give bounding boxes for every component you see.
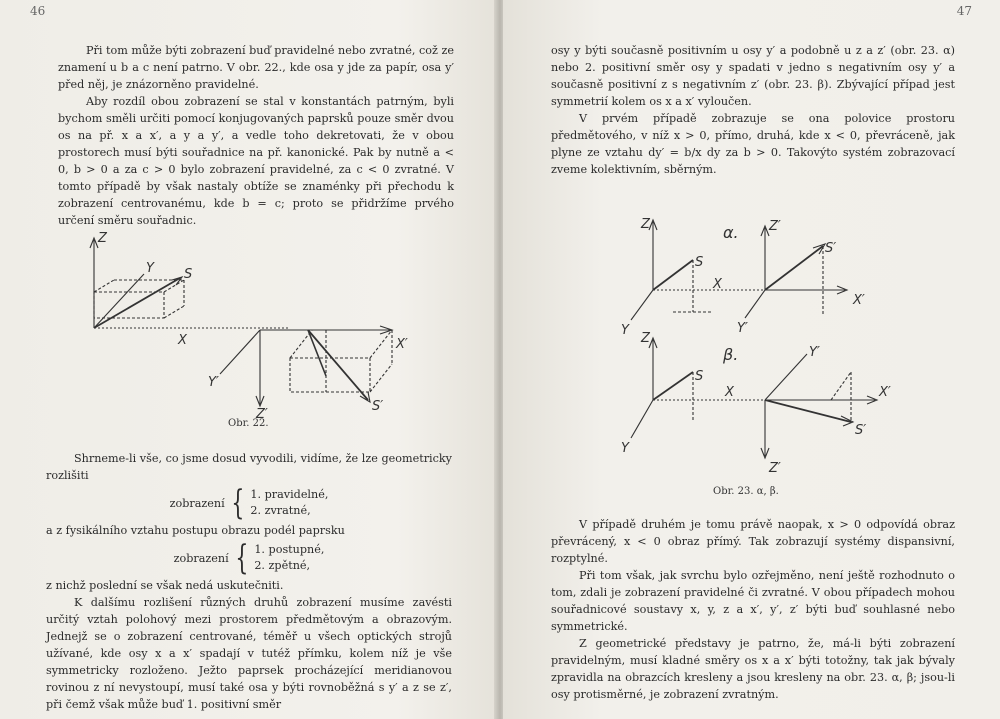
list-2-item-1: 1. postupné,	[254, 543, 325, 556]
fig22-sp-segment	[308, 330, 326, 376]
fig23b-label-s: S	[695, 369, 704, 384]
list-1	[46, 483, 452, 523]
right-paragraph-3: V případě druhém je tomu právě naopak, x > 0 odpovídá obraz převrácený, x < 0 obraz přímý. Tak zobrazují systémy dispansivní, rozptylné.	[551, 518, 955, 565]
fig22-label-zp: Z′	[256, 407, 268, 422]
fig23a-label-zp: Z′	[769, 219, 781, 234]
right-text-bottom	[551, 516, 955, 703]
fig22-label-s: S	[184, 267, 193, 282]
page-number-right: 47	[956, 4, 972, 18]
fig23a-label-s: S	[695, 255, 704, 270]
fig23a-yp-axis	[745, 290, 765, 318]
fig23b-label-sp: S′	[855, 423, 867, 438]
fig23a-label-z: Z	[641, 217, 650, 232]
list-2-label: zobrazení	[173, 551, 229, 565]
right-page	[503, 0, 1000, 719]
fig22-label-x: X	[178, 333, 187, 348]
fig23b-label-xp: X′	[879, 385, 891, 400]
fig22-label-sp: S′	[372, 399, 384, 414]
fig22-y-axis	[94, 274, 144, 328]
fig23b-s-vector	[653, 372, 693, 400]
fig23b-sp-vector	[765, 400, 851, 422]
fig22-box-right	[290, 330, 392, 392]
fig22-sp-vector	[308, 330, 368, 400]
fig23a-label-y: Y	[621, 323, 629, 338]
fig23a-sp-vector	[765, 246, 823, 290]
left-paragraph-4: a z fysikálního vztahu postupu obrazu podél paprsku	[46, 524, 345, 537]
right-paragraph-2: V prvém případě zobrazuje se ona polovice prostoru předmětového, v níž x > 0, přímo, druhá, kde x < 0, převráceně, jak plyne ze vztahu dy′ = b/x dy za b > 0. Takovýto systém zobrazovací zveme kolektivním, sběrným.	[551, 112, 955, 176]
left-paragraph-5: z nichž poslední se však nedá uskutečniti.	[46, 579, 284, 592]
fig23b-label-z: Z	[641, 331, 650, 346]
fig23-label-alpha: α.	[723, 223, 739, 242]
fig23b-y-axis	[631, 400, 653, 438]
fig23a-label-sp: S′	[825, 241, 837, 256]
fig23a-label-xp: X′	[853, 293, 865, 308]
left-paragraph-6: K dalšímu rozlišení různých druhů zobrazení musíme zavésti určitý vztah polohový mezi prostorem předmětovým a obrazovým. Jednejž se o zobrazení centrované, téměř u všech optických strojů užívané, kde osy x a x′ spadají v tutéž přímku, kolem níž je vše symmetricky rozloženo. Ježto paprsek procházející meridianovou rovinou z ní nevystoupí, musí také osa y býti rovnoběžná s y′ a z se z′, při čemž však může buď 1. positivní směr	[46, 596, 452, 711]
figure-23-caption: Obr. 23. α, β.	[713, 486, 779, 497]
left-text-bottom	[46, 450, 452, 713]
list-2	[46, 538, 452, 578]
list-2-item-2: 2. zpětné,	[254, 559, 311, 572]
figure-23	[613, 208, 913, 480]
list-1-brace: {	[231, 483, 245, 523]
right-text-top	[551, 42, 955, 178]
fig23b-label-yp: Y′	[809, 345, 820, 360]
fig23b-label-zp: Z′	[769, 461, 781, 476]
fig22-label-y: Y	[146, 261, 154, 276]
left-paragraph-2: Aby rozdíl obou zobrazení se stal v konstantách patrným, byli bychom směli určiti pomocí konjugovaných paprsků pouze směr dvou os na př. x a x′, a y a y′, a vedle toho dekretovati, že v obou prostorech musí býti souřadnice na př. kanonické. Pak by nutně a < 0, b > 0 a za c > 0 bylo zobrazení pravidelné, za c < 0 zvratné. V tomto případě by však nastaly obtíže se znaménky při přechodu k zobrazení centrovanému, kde b = c; proto se přidržíme prvého určení směru souřadnic.	[58, 95, 454, 227]
left-paragraph-1: Při tom může býti zobrazení buď pravidelné nebo zvratné, což ze znamení u b a c není patrno. V obr. 22., kde osa y jde za papír, osa y′ před něj, je znázorněno pravidelné.	[58, 44, 454, 91]
fig23a-label-yp: Y′	[737, 321, 748, 336]
list-1-item-1: 1. pravidelné,	[250, 488, 329, 501]
fig23a-y-axis	[631, 290, 653, 320]
page-number-left: 46	[30, 4, 46, 18]
list-1-label: zobrazení	[169, 496, 225, 510]
fig23b-label-y: Y	[621, 441, 629, 456]
fig23a-s-vector	[653, 260, 693, 290]
fig23b-label-x: X	[725, 385, 734, 400]
left-page	[0, 0, 497, 719]
right-paragraph-1: osy y býti současně positivním u osy y′ a podobně u z a z′ (obr. 23. α) nebo 2. positivní směr osy y spadati v jedno s negativním osy y′ a současně positivní z s negativním z′ (obr. 23. β). Zbývající případ jest symmetrií kolem os x a x′ vyloučen.	[551, 44, 955, 108]
fig22-s-vector	[94, 278, 180, 328]
figure-22-caption: Obr. 22.	[228, 418, 269, 429]
left-paragraph-3: Shrneme-li vše, co jsme dosud vyvodili, vidíme, že lze geometricky rozlišiti	[46, 452, 452, 482]
right-paragraph-4: Při tom však, jak svrchu bylo ozřejměno, není ještě rozhodnuto o tom, zdali je zobrazení pravidelné či zvratné. V obou případech mohou souřadnicové soustavy x, y, z a x′, y′, z′ býti buď souhlasné nebo symmetrické.	[551, 569, 955, 633]
list-2-brace: {	[235, 538, 248, 578]
fig22-yp-axis	[220, 330, 260, 374]
fig23b-yp-axis	[765, 354, 807, 400]
fig22-label-xp: X′	[396, 337, 408, 352]
fig22-label-yp: Y′	[208, 375, 219, 390]
left-text-top	[58, 42, 454, 229]
fig23a-label-x: X	[713, 277, 722, 292]
fig23-label-beta: β.	[723, 345, 739, 364]
fig22-box-left	[94, 280, 184, 318]
figure-22	[80, 228, 460, 424]
list-1-item-2: 2. zvratné,	[250, 504, 311, 517]
fig22-label-z: Z	[98, 231, 107, 246]
right-paragraph-5: Z geometrické představy je patrno, že, má-li býti zobrazení pravidelným, musí kladné směry os x a x′ býti totožny, tak jak bývaly zpravidla na obrazcích kresleny a jsou kresleny na obr. 23. α, β; jsou-li osy protisměrné, je zobrazení zvratným.	[551, 637, 955, 701]
